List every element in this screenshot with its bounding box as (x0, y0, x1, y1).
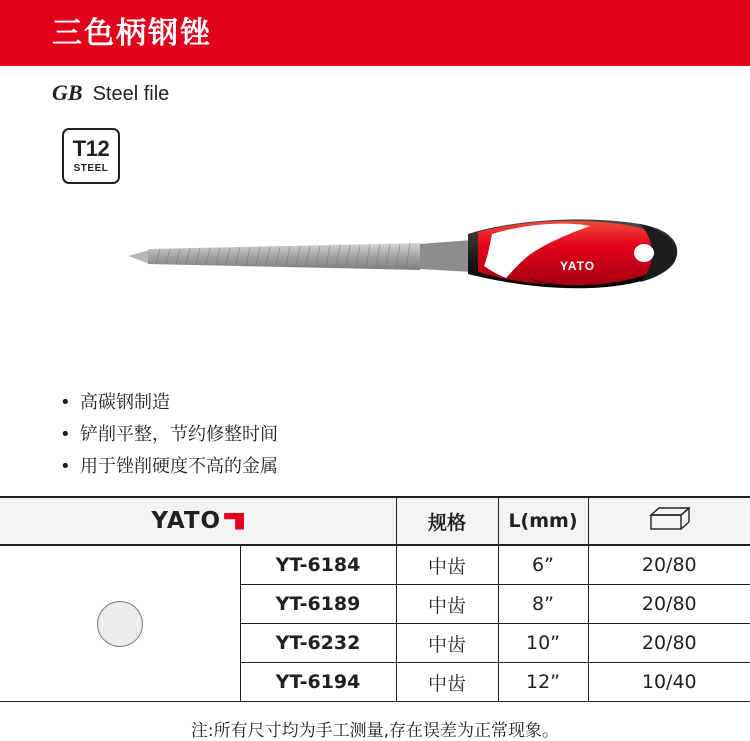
yato-logo-text: YATO (151, 508, 222, 534)
list-item: • 高碳钢制造 (58, 390, 750, 416)
product-name-en: Steel file (92, 83, 170, 105)
page-title: 三色柄钢锉 (52, 16, 212, 51)
material-badge-sub: STEEL (73, 163, 109, 174)
product-spec: 中齿 (396, 585, 498, 624)
header-accent (0, 0, 18, 60)
table-row (0, 545, 750, 585)
product-code: YT-6194 (240, 663, 396, 702)
measurement-note: 注:所有尺寸均为手工测量,存在误差为正常现象。 (190, 721, 560, 741)
spec-table (0, 498, 750, 702)
product-spec: 中齿 (396, 663, 498, 702)
list-item: • 用于锉削硬度不高的金属 (58, 454, 750, 480)
page-header (0, 0, 750, 60)
yato-logo (151, 508, 244, 534)
brand-logo-cell (0, 498, 396, 545)
material-badge (62, 128, 120, 184)
product-packaging: 20/80 (588, 545, 750, 585)
standard-label: GB (52, 80, 83, 105)
cross-section-shape-cell (0, 545, 240, 702)
product-packaging: 20/80 (588, 585, 750, 624)
product-length: 10” (498, 624, 588, 663)
product-length: 12” (498, 663, 588, 702)
table-header-row (0, 498, 750, 545)
product-packaging: 20/80 (588, 624, 750, 663)
yato-mark-icon (224, 513, 244, 530)
steel-file-illustration (120, 204, 680, 324)
product-code: YT-6232 (240, 624, 396, 663)
material-badge-main: T12 (72, 136, 110, 161)
product-code: YT-6189 (240, 585, 396, 624)
product-packaging: 10/40 (588, 663, 750, 702)
subtitle (52, 80, 750, 106)
svg-text:YATO: YATO (560, 259, 596, 273)
list-item: • 铲削平整，节约修整时间 (58, 422, 750, 448)
product-image (0, 194, 750, 384)
header-underline (0, 60, 750, 66)
box-icon (647, 506, 691, 532)
product-spec: 中齿 (396, 624, 498, 663)
column-header-length: L(mm) (498, 498, 588, 545)
product-spec: 中齿 (396, 545, 498, 585)
feature-list (58, 390, 750, 480)
spec-table-wrapper (0, 496, 750, 702)
round-shape-icon (97, 601, 143, 647)
product-length: 6” (498, 545, 588, 585)
product-code: YT-6184 (240, 545, 396, 585)
product-length: 8” (498, 585, 588, 624)
column-header-spec: 规格 (396, 498, 498, 545)
column-header-packaging (588, 498, 750, 545)
